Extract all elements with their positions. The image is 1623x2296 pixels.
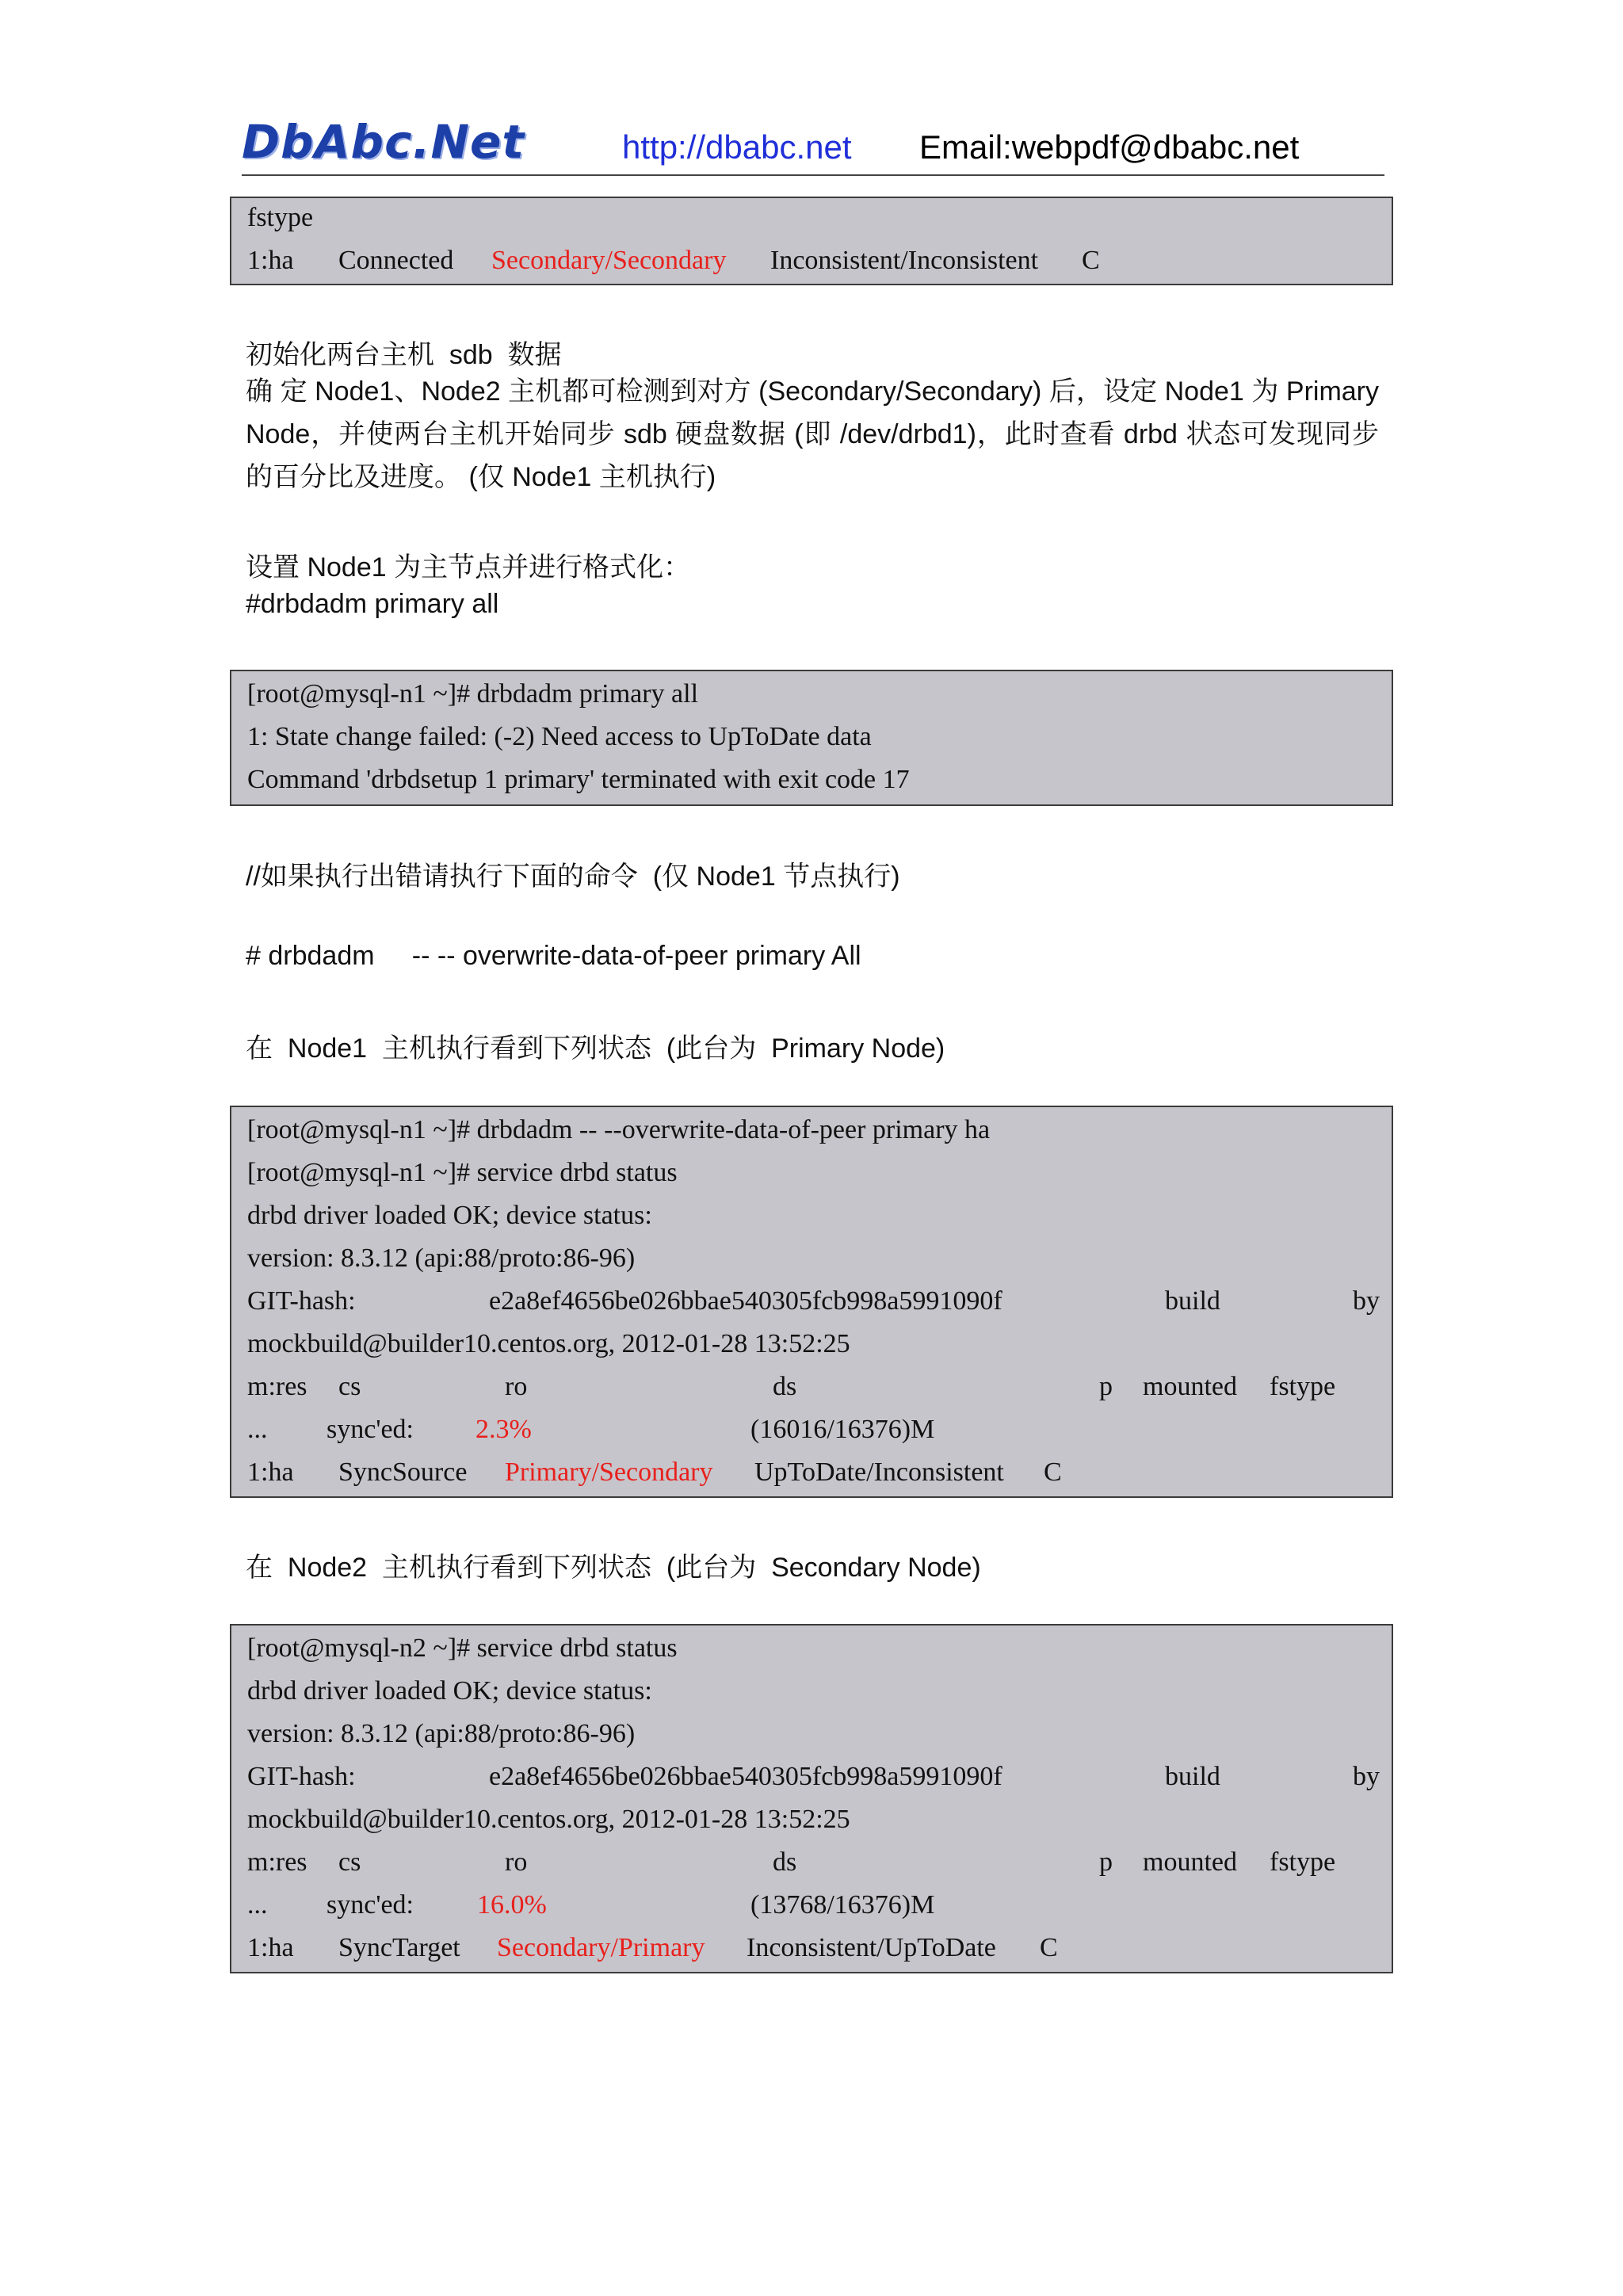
code-cell: GIT-hash: xyxy=(247,1286,356,1316)
section-heading: 初始化两台主机 sdb 数据 xyxy=(246,340,562,370)
code-cell: sync'ed: xyxy=(327,1890,414,1920)
section-heading: 设置 Node1 为主节点并进行格式化： xyxy=(246,552,691,583)
code-line: version: 8.3.12 (api:88/proto:86-96) xyxy=(247,1719,636,1748)
code-cell: Inconsistent/UpToDate xyxy=(747,1933,996,1962)
code-cell: by xyxy=(1353,1286,1380,1316)
code-cell: Connected xyxy=(338,246,454,275)
code-cell: (16016/16376)M xyxy=(750,1415,935,1444)
code-box-primary-error xyxy=(230,670,1393,806)
code-line: fstype xyxy=(247,203,314,232)
code-cell: 1:ha xyxy=(247,246,294,275)
code-cell: C xyxy=(1040,1933,1058,1962)
header-email: Email:webpdf@dbabc.net xyxy=(919,128,1300,166)
header-divider xyxy=(242,174,1384,176)
code-cell: build xyxy=(1165,1286,1220,1316)
page-header xyxy=(242,111,1384,178)
header-url-link[interactable]: http://dbabc.net xyxy=(622,128,852,166)
code-cell-highlight: Secondary/Primary xyxy=(497,1933,705,1962)
command-text: #drbdadm primary all xyxy=(246,589,499,619)
code-cell: sync'ed: xyxy=(327,1415,414,1444)
sync-percent: 16.0% xyxy=(477,1890,547,1920)
code-line: drbd driver loaded OK; device status: xyxy=(247,1201,652,1230)
code-cell-highlight: Secondary/Secondary xyxy=(491,246,727,275)
code-cell: mounted xyxy=(1143,1372,1237,1401)
code-cell: cs xyxy=(338,1372,361,1401)
code-cell: 1:ha xyxy=(247,1933,294,1962)
section-heading: 在 Node1 主机执行看到下列状态 (此台为 Primary Node) xyxy=(246,1033,945,1064)
code-cell: cs xyxy=(338,1847,361,1877)
dbabc-logo: DbAbc.Net xyxy=(242,115,525,169)
code-cell: ... xyxy=(247,1890,268,1920)
code-cell: mounted xyxy=(1143,1847,1237,1877)
code-line: version: 8.3.12 (api:88/proto:86-96) xyxy=(247,1244,636,1273)
code-line: [root@mysql-n1 ~]# drbdadm -- --overwrite-data-of-peer primary ha xyxy=(247,1115,991,1144)
code-line: [root@mysql-n2 ~]# service drbd status xyxy=(247,1633,678,1663)
code-line: 1: State change failed: (-2) Need access to UpToDate data xyxy=(247,722,872,751)
code-box-node2-status xyxy=(230,1624,1393,1973)
code-line: drbd driver loaded OK; device status: xyxy=(247,1676,652,1706)
code-cell: SyncSource xyxy=(338,1457,468,1487)
code-cell: (13768/16376)M xyxy=(750,1890,935,1920)
code-cell: C xyxy=(1082,246,1100,275)
section-heading: 在 Node2 主机执行看到下列状态 (此台为 Secondary Node) xyxy=(246,1553,981,1583)
code-line: Command 'drbdsetup 1 primary' terminated with exit code 17 xyxy=(247,765,910,794)
code-cell: C xyxy=(1044,1457,1062,1487)
code-cell: ds xyxy=(773,1372,797,1401)
code-cell: ... xyxy=(247,1415,268,1444)
code-cell: by xyxy=(1353,1762,1380,1791)
code-line: mockbuild@builder10.centos.org, 2012-01-28 13:52:25 xyxy=(247,1805,850,1834)
code-cell: m:res xyxy=(247,1372,307,1401)
code-line: [root@mysql-n1 ~]# service drbd status xyxy=(247,1158,678,1187)
code-cell: m:res xyxy=(247,1847,307,1877)
code-cell: ro xyxy=(505,1372,528,1401)
code-cell: fstype xyxy=(1270,1847,1336,1877)
code-box-status-top xyxy=(230,197,1393,285)
code-cell: build xyxy=(1165,1762,1220,1791)
code-cell: Inconsistent/Inconsistent xyxy=(770,246,1039,275)
command-text: # drbdadm -- -- overwrite-data-of-peer primary All xyxy=(246,941,861,971)
code-cell: p xyxy=(1099,1372,1113,1401)
code-cell: ds xyxy=(773,1847,797,1877)
code-line: [root@mysql-n1 ~]# drbdadm primary all xyxy=(247,679,699,709)
code-box-node1-status xyxy=(230,1106,1393,1498)
code-line: mockbuild@builder10.centos.org, 2012-01-28 13:52:25 xyxy=(247,1329,850,1358)
code-cell-highlight: Primary/Secondary xyxy=(505,1457,713,1487)
code-cell: p xyxy=(1099,1847,1113,1877)
code-cell: fstype xyxy=(1270,1372,1336,1401)
code-cell: UpToDate/Inconsistent xyxy=(754,1457,1004,1487)
section-paragraph: 确 定 Node1、Node2 主机都可检测到对方 (Secondary/Secondary) 后，设定 Node1 为 Primary Node，并使两台主机开始同步 sdb 硬盘数据 (即 /dev/drbd1)，此时查看 drbd 状态可发现同步的百分比及进度。 (仅 Node1 主机执行) xyxy=(246,376,1379,492)
sync-percent: 2.3% xyxy=(475,1415,532,1444)
code-cell: e2a8ef4656be026bbae540305fcb998a5991090f xyxy=(489,1286,1002,1316)
code-cell: ro xyxy=(505,1847,528,1877)
note-text: //如果执行出错请执行下面的命令 (仅 Node1 节点执行) xyxy=(246,861,900,892)
code-cell: SyncTarget xyxy=(338,1933,460,1962)
code-cell: GIT-hash: xyxy=(247,1762,356,1791)
code-cell: e2a8ef4656be026bbae540305fcb998a5991090f xyxy=(489,1762,1002,1791)
code-cell: 1:ha xyxy=(247,1457,294,1487)
